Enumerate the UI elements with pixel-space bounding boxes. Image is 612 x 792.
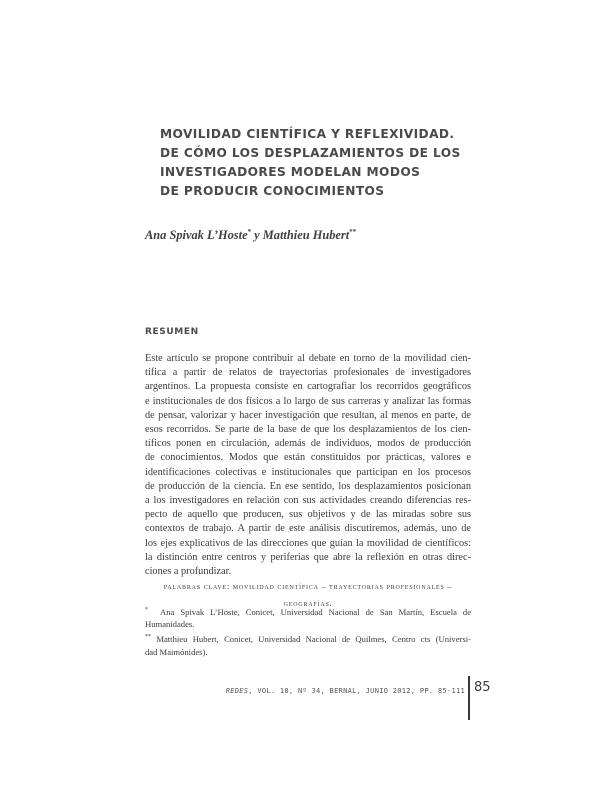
abstract-line: a los investigadores en relación con sus actividades creando diferencias res- xyxy=(145,495,471,507)
abstract-body xyxy=(145,352,471,579)
keywords-line: geografías. xyxy=(283,599,333,608)
abstract-line: argentinos. La propuesta consiste en cartografiar los recorridos geográficos xyxy=(145,381,471,393)
author-name: Matthieu Hubert xyxy=(262,228,350,243)
abstract-line: la distinción entre centros y periferias que abre la reflexión en otras direc- xyxy=(145,551,471,563)
keywords-line: palabras clave: movilidad científica – trayectorias profesionales – xyxy=(163,582,453,591)
abstract-heading: RESUMEN xyxy=(145,327,199,337)
journal-citation xyxy=(226,687,465,695)
footnote-mark: * xyxy=(145,607,148,613)
footnote-text: Matthieu Hubert, Conicet, Universidad Nacional de Quilmes, Centro cts (Universi- xyxy=(156,633,471,644)
abstract-line: de producción de la ciencia. En ese sentido, los desplazamientos posicionan xyxy=(145,480,471,492)
title-line: INVESTIGADORES MODELAN MODOS xyxy=(160,165,421,179)
footnotes xyxy=(145,604,471,658)
page-number: 85 xyxy=(474,680,491,695)
abstract-line: contextos de trabajo. A partir de este análisis discutiremos, además, uno de xyxy=(145,523,471,535)
footnote-line: Humanidades. xyxy=(145,619,195,630)
abstract-line: tífica a partir de relatos de trayectorias profesionales de investigadores xyxy=(145,367,471,379)
author-line xyxy=(145,228,475,243)
footnote-mark: ** xyxy=(349,228,357,236)
footnote-line xyxy=(145,631,471,645)
abstract-line: pecto de aquello que producen, sus objetivos y de las miradas sobre sus xyxy=(145,509,471,521)
abstract-line: tíficos ponen en circulación, además de individuos, modos de producción xyxy=(145,438,471,450)
page-divider xyxy=(468,676,470,720)
footnote-line xyxy=(145,604,471,618)
footnote-line: dad Maimónides). xyxy=(145,646,208,657)
abstract-line: de pensar, valorizar y hacer investigación que resultan, al menos en parte, de xyxy=(145,409,471,421)
footnote-text: Ana Spivak L’Hoste, Conicet, Universidad Nacional de San Martín, Escuela de xyxy=(160,606,472,617)
journal-name: REDES xyxy=(225,687,249,695)
abstract-line: esos recorridos. Se parte de la base de que los desplazamientos de los cien- xyxy=(145,424,471,436)
footnote-mark: ** xyxy=(145,634,151,641)
title-line: DE CÓMO LOS DESPLAZAMIENTOS DE LOS xyxy=(160,146,461,160)
author-connector: y xyxy=(251,228,263,243)
abstract-line: de conocimientos. Modos que están constituidos por prácticas, valores e xyxy=(145,452,471,464)
footnote-mark: * xyxy=(247,228,252,236)
title-line: DE PRODUCIR CONOCIMIENTOS xyxy=(160,184,385,198)
author-name: Ana Spivak L’Hoste xyxy=(145,228,248,243)
article-title xyxy=(160,125,480,201)
title-line: MOVILIDAD CIENTÍFICA Y REFLEXIVIDAD. xyxy=(160,127,455,141)
abstract-line: los ejes explicativos de las direcciones que guían la movilidad de científicos: xyxy=(145,537,471,549)
abstract-line: identificaciones colectivas e institucionales que participan en los procesos xyxy=(145,466,471,478)
abstract-line: Este artículo se propone contribuir al debate en torno de la movilidad cien- xyxy=(145,353,471,364)
abstract-line: ciones a profundizar. xyxy=(145,566,232,578)
journal-details: , VOL. 18, Nº 34, BERNAL, JUNIO 2012, PP. 85-111 xyxy=(248,687,465,695)
abstract-line: e institucionales de dos físicos a lo largo de sus carreras y analizar las formas xyxy=(145,395,471,407)
